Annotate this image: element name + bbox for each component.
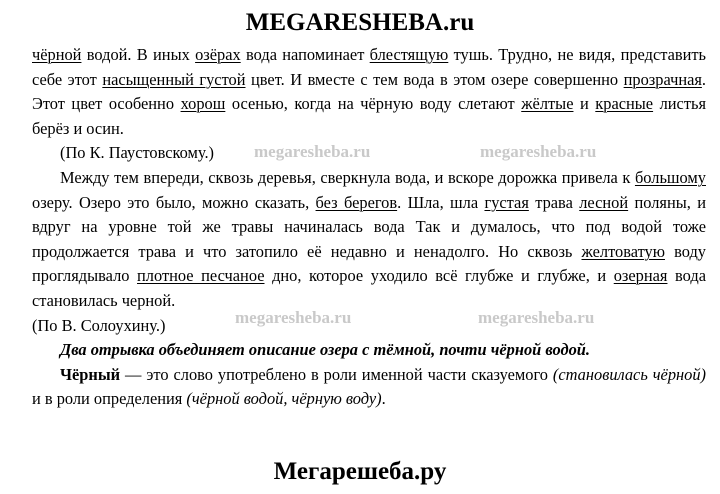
- underlined-word: без берегов: [315, 192, 398, 212]
- text-run: дно, которое уходило всё глубже и глубже, и: [264, 266, 614, 286]
- page-title: MEGARESHEBA.ru: [245, 9, 475, 36]
- paragraph-2-source: (По К. Паустовскому.): [60, 143, 215, 163]
- paragraph-3: [32, 166, 706, 314]
- underlined-word: лесной: [579, 192, 629, 212]
- underlined-word: красные: [595, 94, 654, 114]
- text-run: . Этот цвет особенно: [32, 69, 707, 114]
- text-run: цвет. И вместе с тем вода в этом озере совершенно: [245, 69, 624, 89]
- italic-phrase: (становилась чёрной): [552, 364, 706, 384]
- text-run: осенью, когда на чёрную воду слетают: [225, 94, 522, 114]
- footer-title: Мегарешеба.ру: [273, 458, 447, 485]
- paragraph-6-explanation: [32, 363, 706, 412]
- text-run: и в роли определения: [32, 389, 187, 409]
- underlined-word: чёрной: [32, 45, 82, 64]
- underlined-word: прозрачная: [623, 69, 702, 89]
- text-run: Между тем впереди, сквозь деревья, сверкнула вода, и вскоре дорожка привела к: [60, 167, 635, 187]
- text-run: тушь. Трудно, не видя, представить себе этот: [32, 45, 707, 89]
- underlined-word: хорош: [180, 94, 226, 114]
- text-run: вода напоминает: [240, 45, 370, 64]
- underlined-word: жёлтые: [521, 94, 574, 114]
- italic-phrase: (чёрной водой, чёрную воду): [186, 389, 382, 409]
- text-run: воду проглядывало: [32, 241, 706, 286]
- underlined-word: желтоватую: [581, 241, 665, 261]
- watermark: megaresheba.ru: [478, 308, 595, 327]
- text-run: — это слово употреблено в роли именной части сказуемого: [120, 364, 553, 384]
- underlined-word: озёрах: [195, 45, 241, 64]
- text-run: водой. В иных: [81, 45, 196, 64]
- watermark: megaresheba.ru: [235, 308, 352, 327]
- text-run: вода становилась черной.: [32, 266, 707, 310]
- paragraph-1: [32, 43, 706, 141]
- document-body: [0, 43, 720, 412]
- underlined-word: озерная: [613, 266, 668, 286]
- bold-word: Чёрный: [60, 364, 121, 384]
- text-run: трава: [528, 192, 580, 212]
- underlined-word: плотное песчаное: [137, 266, 265, 286]
- paragraph-4-source: (По В. Солоухину.): [32, 315, 166, 335]
- underlined-word: густая: [484, 192, 529, 212]
- underlined-word: большому: [634, 167, 706, 187]
- underlined-word: блестящую: [369, 45, 449, 64]
- watermark: megaresheba.ru: [480, 142, 597, 161]
- text-run: . Шла, шла: [397, 192, 485, 212]
- text-run: .: [381, 389, 386, 409]
- watermark: megaresheba.ru: [254, 142, 371, 161]
- text-run: поляны, и вдруг на уровне той же травы начиналась вода Так и думалось, что под водой тоже продолжается трава и что затопило её недавно и ненадолго. Но сквозь: [32, 192, 706, 261]
- text-run: озеру. Озеро это было, можно сказать,: [32, 192, 316, 212]
- underlined-word: насыщенный густой: [102, 69, 246, 89]
- text-run: листья берёз и осин.: [32, 94, 707, 138]
- text-run: и: [573, 94, 596, 114]
- paragraph-5-answer: Два отрывка объединяет описание озера с тёмной, почти чёрной водой.: [60, 340, 590, 360]
